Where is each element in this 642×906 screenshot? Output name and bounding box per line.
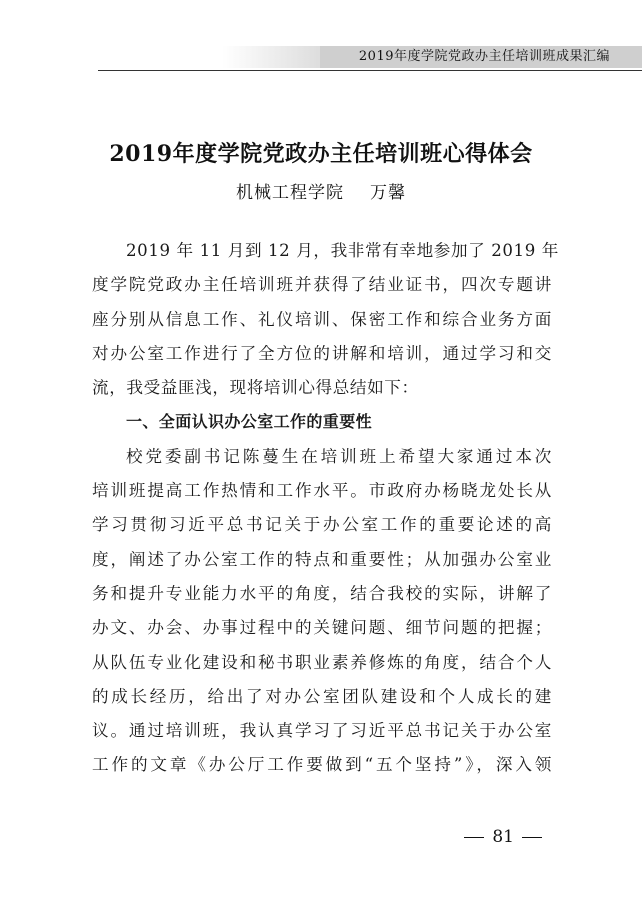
header-rule bbox=[98, 70, 642, 71]
body-line-16: 工作的文章《办公厅工作要做到“五个坚持”》，深入领 bbox=[92, 755, 552, 775]
article-title: 2019年度学院党政办主任培训班心得体会 bbox=[109, 141, 533, 167]
body-line-5: 流，我受益匪浅，现将培训心得总结如下： bbox=[92, 378, 419, 398]
body-line-14: 的成长经历，给出了对办公室团队建设和个人成长的建 bbox=[92, 686, 552, 706]
body-line-8: 培训班提高工作热情和工作水平。市政府办杨晓龙处长从 bbox=[92, 481, 552, 501]
author-unit: 机械工程学院 bbox=[236, 183, 344, 203]
body-line-10: 度，阐述了办公室工作的特点和重要性；从加强办公室业 bbox=[92, 549, 552, 569]
page-number-dash-left bbox=[464, 837, 484, 838]
body-line-15: 议。通过培训班，我认真学习了习近平总书记关于办公室 bbox=[92, 721, 552, 741]
body-line-1: 2019 年 11 月到 12 月，我非常有幸地参加了 2019 年 bbox=[126, 241, 559, 260]
section-heading: 一、全面认识办公室工作的重要性 bbox=[126, 412, 373, 432]
body-line-3: 座分别从信息工作、礼仪培训、保密工作和综合业务方面 bbox=[92, 309, 552, 329]
body-line-4: 对办公室工作进行了全方位的讲解和培训，通过学习和交 bbox=[92, 343, 552, 363]
running-header-title: 2019年度学院党政办主任培训班成果汇编 bbox=[358, 49, 610, 64]
body-line-13: 从队伍专业化建设和秘书职业素养修炼的角度，结合个人 bbox=[92, 652, 552, 672]
body-line-9: 学习贯彻习近平总书记关于办公室工作的重要论述的高 bbox=[92, 515, 552, 535]
page-number-dash-right bbox=[522, 837, 542, 838]
byline bbox=[0, 182, 642, 204]
article-body bbox=[92, 234, 559, 783]
body-line-12: 办文、办会、办事过程中的关键问题、细节问题的把握； bbox=[92, 618, 552, 638]
page-number bbox=[456, 826, 550, 848]
body-line-11: 务和提升专业能力水平的角度，结合我校的实际，讲解了 bbox=[92, 583, 552, 603]
body-line-2: 度学院党政办主任培训班并获得了结业证书，四次专题讲 bbox=[92, 275, 552, 295]
body-line-7: 校党委副书记陈蔓生在培训班上希望大家通过本次 bbox=[126, 446, 552, 466]
author-name: 万馨 bbox=[370, 183, 406, 203]
page-number-value: 81 bbox=[492, 827, 514, 847]
running-header bbox=[0, 38, 642, 78]
